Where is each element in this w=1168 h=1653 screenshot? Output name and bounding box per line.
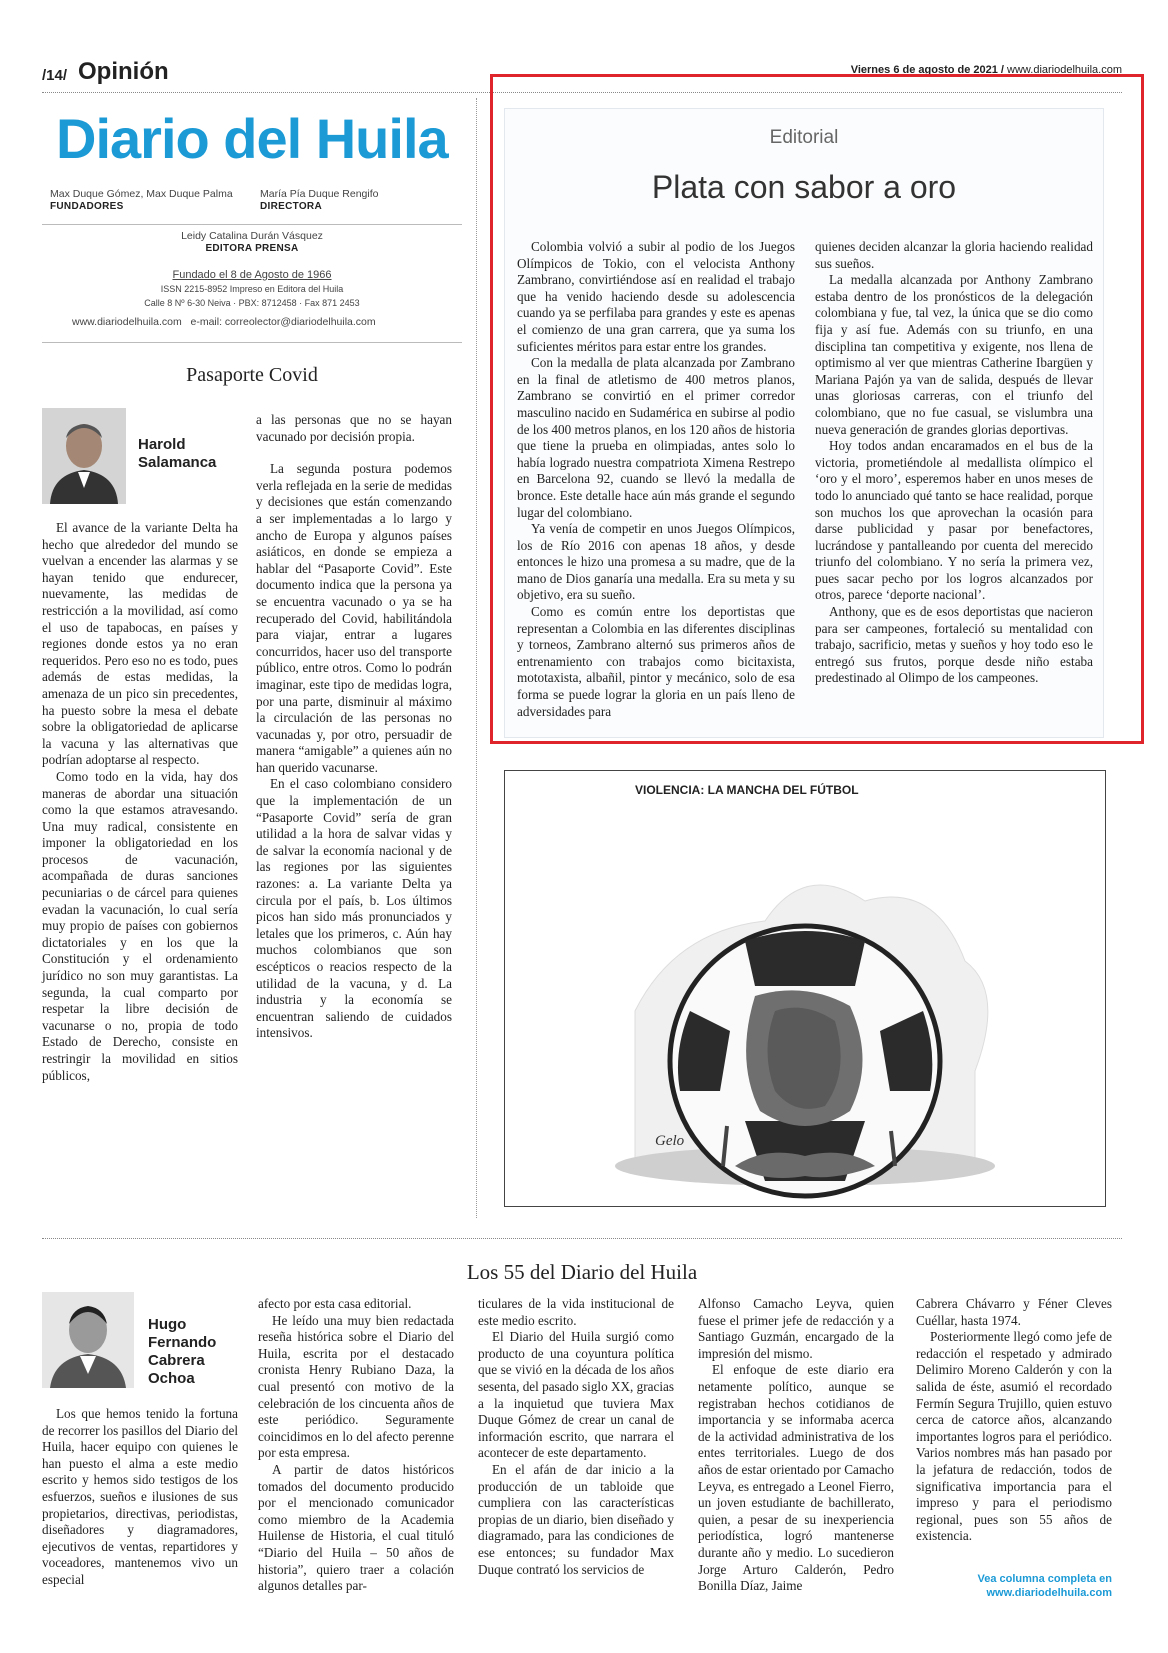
editor-block bbox=[42, 230, 462, 254]
cartoon-illustration bbox=[505, 771, 1105, 1206]
director-block bbox=[260, 188, 460, 212]
author-name-line: Cabrera bbox=[148, 1352, 205, 1369]
masthead-bottom-rule bbox=[42, 342, 462, 343]
paragraph: Los que hemos tenido la fortuna de recorrer los pasillos del Diario del Huila, hacer equipo con quienes le han puesto el alma a este medio escrito y hemos sido testigos de los esfuerzos, sueños e ilusiones de sus propietarios, directivas, periodistas, diseñadores y diagramadores, ejecutivos de ventas, repartidores y voceadores, mantenemos vivo un especial bbox=[42, 1406, 238, 1587]
column2-text-2 bbox=[258, 1296, 454, 1595]
paragraph: La medalla alcanzada por Anthony Zambrano estaba dentro de los pronósticos de la delegación colombiana y fue, tal vez, la única que se dio como fija y así fue. Además con su triunfo, en una disciplina tan competitiva y exigente, nos llena de optimismo al ver que mientras Catherine Ibargüen y Mariana Pajón ya van de salida, después de llevar unas gloriosas carreras, con el triunfo del colombiano, que no fue casual, se vislumbra una nueva generación de grandes glorias deportivas. bbox=[815, 272, 1093, 437]
column2-text-1 bbox=[42, 1406, 238, 1589]
founders-label: FUNDADORES bbox=[50, 201, 124, 212]
paragraph: En el caso colombiano considero que la implementación de un “Pasaporte Covid” sería de gran utilidad a la hora de salvar vidas y de salvar la economía nacional y de las regiones por las siguientes razones: a. La variante Delta ya circula por el país, b. Los últimos picos han sido más pronunciados y letales que los primeros, c. Aún hay muchos colombianos que son escépticos o reacios respecto de la utilidad de la vacuna, y d. La industria y la economía se encuentran saliendo de cuidados intensivos. bbox=[256, 776, 452, 1041]
issn-line: ISSN 2215-8952 Impreso en Editora del Huila bbox=[160, 284, 344, 294]
paragraph: ticulares de la vida institucional de este medio escrito. bbox=[478, 1296, 674, 1328]
author-name-line: Ochoa bbox=[148, 1370, 195, 1387]
masthead-divider bbox=[42, 224, 462, 225]
author-portrait-icon bbox=[42, 408, 126, 504]
vertical-divider bbox=[476, 98, 477, 1218]
paragraph: La segunda postura podemos verla reflejada en la serie de medidas y decisiones que están comenzando a ser implementadas a lo largo y ancho de Europa y algunos países asiáticos, en donde se empieza a hablar del “Pasaporte Covid”. Este documento indica que la persona ya se encuentra vacunado o ya se ha recuperado del Covid, habilitándola para viajar, entrar a lugares concurridos, hacer uso del transporte público, entre otros. Como lo podrán imaginar, este tipo de medidas logra, por una parte, disminuir al máximo la circulación de las personas no vacunadas y, por otro, persuadir de manera “amigable” a quienes aún no han querido vacunarse. bbox=[256, 461, 452, 775]
paragraph: En el afán de dar inicio a la producción de un tabloide que cumpliera con las características propias de un diario, bien diseñado y diagramado, para las condiciones de ese entonces; su fundador Max Duque contrató los servicios de bbox=[478, 1461, 674, 1577]
section-name: Opinión bbox=[78, 58, 169, 85]
author-name-line: Fernando bbox=[148, 1334, 217, 1351]
column1-text-left bbox=[42, 520, 238, 1084]
paragraph: Ya venía de competir en unos Juegos Olímpicos, los de Río 2016 con apenas 18 años, y desde entonces le hizo una promesa a su madre, que de la mano de Dios ganaría una medalla. Era su meta y su objetivo, era su sueño. bbox=[517, 521, 795, 603]
paragraph: Alfonso Camacho Leyva, quien fuese el primer jefe de redacción y a Santiago Guzmán, encargado de la impresión del mismo. bbox=[698, 1296, 894, 1361]
cartoon-caption: VIOLENCIA: LA MANCHA DEL FÚTBOL bbox=[635, 783, 859, 797]
page-number: /14/ bbox=[42, 67, 68, 84]
contact-line bbox=[72, 316, 462, 328]
editorial-headline: Plata con sabor a oro bbox=[651, 169, 957, 205]
read-more-link[interactable]: www.diariodelhuila.com bbox=[986, 1587, 1112, 1599]
paragraph: Con la medalla de plata alcanzada por Zambrano en la final de atletismo de 400 metros planos, Zambrano se convirtió en el primer corredor masculino nacido en Sudamérica en subirse al podio de los 400 metros planos, en los 120 años de historia que tiene la prueba en olimpiadas, antes solo lo había logrado nuestra compatriota Ximena Restrepo en Barcelona 92, cuando se llevó la medalla de bronce. Este detalle hace aún más grande el segundo lugar del colombiano. bbox=[517, 355, 795, 520]
paragraph: Cabrera Chávarro y Féner Cleves Cuéllar, hasta 1974. bbox=[916, 1296, 1112, 1328]
editor-label: EDITORA PRENSA bbox=[205, 243, 299, 254]
column1-text-right bbox=[256, 412, 452, 1042]
author-first-name: Harold bbox=[138, 436, 186, 453]
author-last-name: Salamanca bbox=[138, 454, 217, 471]
column2-text-5 bbox=[916, 1296, 1112, 1545]
paragraph: Colombia volvió a subir al podio de los Juegos Olímpicos de Tokio, con el velocista Anthony Zambrano, convirtiéndose así en realidad el trabajo que ha venido haciendo desde su adolescencia cuando ya se perfilaba para grandes y este es apenas el comienzo de una gran carrera, que ya suma los suficientes méritos para estar entre los grandes. bbox=[517, 239, 795, 354]
founders-names: Max Duque Gómez, Max Duque Palma bbox=[50, 188, 233, 200]
masthead-email[interactable]: e-mail: correolector@diariodelhuila.com bbox=[190, 316, 376, 328]
director-name: María Pía Duque Rengifo bbox=[260, 188, 379, 200]
paragraph: Hoy todos andan encaramados en el bus de la victoria, prometiéndole al medallista olímpico el ‘oro y el moro’, esperemos haber en unos meses de todo lo anunciado qué tanto se hace realidad, porque son muchos los que aprovechan la ocasión para darse publicidad y pasar por benefactores, lucrándose y pantalleando por cuenta del merecido triunfo del colombiano. Y no sería la primera vez, pues sacar pecho por los logros alcanzados por otros, parece ‘deporte nacional’. bbox=[815, 438, 1093, 603]
bottom-section-divider bbox=[42, 1238, 1122, 1239]
cartoonist-signature: Gelo bbox=[655, 1133, 685, 1149]
publication-info bbox=[42, 268, 462, 310]
paragraph: Posteriormente llegó como jefe de redacción el respetado y admirado Delimiro Moreno Calderón y con la salida de éste, asumió el recordado Fermín Segura Trujillo, quien estuvo cerca de catorce años, alcanzando importantes logros para el periódico. Varios nombres más han pasado por la jefatura de redacción, todos de significativa importancia para el impreso y para el periodismo regional, pues son 55 años de existencia. bbox=[916, 1329, 1112, 1544]
column-title: Pasaporte Covid bbox=[186, 364, 318, 386]
founders-block bbox=[50, 188, 250, 212]
author-name-line: Hugo bbox=[148, 1316, 187, 1333]
paragraph: A partir de datos históricos tomados del documento producido por el mencionado comunicador como miembro de la Academia Huilense de Historia, el cual tituló “Diario del Huila – 50 años de historia”, quiero traer a colación algunos detalles par- bbox=[258, 1461, 454, 1594]
author-name bbox=[148, 1316, 216, 1388]
column-title: Los 55 del Diario del Huila bbox=[466, 1260, 698, 1284]
author-photo bbox=[42, 1292, 134, 1388]
paragraph: a las personas que no se hayan vacunado por decisión propia. bbox=[256, 412, 452, 444]
masthead-web[interactable]: www.diariodelhuila.com bbox=[72, 316, 182, 328]
paragraph: He leído una muy bien redactada reseña histórica sobre el Diario del Huila, escrita por el destacado cronista Henry Rubiano Daza, la cual presentó con motivo de la celebración de los cincuenta años de este periódico. Seguramente coincidimos en lo del afecto perenne por esta empresa. bbox=[258, 1312, 454, 1461]
founded-date: Fundado el 8 de Agosto de 1966 bbox=[172, 269, 332, 281]
paragraph: El avance de la variante Delta ha hecho que alrededor del mundo se vuelvan a encender las alarmas y se hayan tenido que endurecer, nuevamente, las medidas de restricción a la movilidad, así como el uso de tapabocas, en países y regiones donde estos ya no eran requeridos. Pero eso no es todo, pues además de estas medidas, la amenaza de un pico sin precedentes, ha puesto sobre la mesa el debate sobre la obligatoriedad de aplicarse la vacuna y las alternativas que podrían adoptarse al respecto. bbox=[42, 520, 238, 768]
read-more-text: Vea columna completa en bbox=[977, 1573, 1112, 1585]
paragraph: quienes deciden alcanzar la gloria haciendo realidad sus sueños. bbox=[815, 239, 1093, 271]
address-line: Calle 8 Nº 6-30 Neiva · PBX: 8712458 · Fax 871 2453 bbox=[144, 298, 360, 308]
column2-text-3 bbox=[478, 1296, 674, 1578]
site-url[interactable]: www.diariodelhuila.com bbox=[1007, 64, 1122, 76]
author-photo bbox=[42, 408, 126, 504]
paragraph: El enfoque de este diario era netamente político, aunque se registraban hechos cotidianos de importancia y se informaba acerca de la actividad administrativa de los entes territoriales. Luego de dos años de estar orientado por Camacho Leyva, es entregado a Leonel Fierro, un joven estudiante de bachillerato, quien, a pesar de su inexperiencia periodística, logró mantenerse durante año y medio. Lo sucedieron Jorge Arturo Calderón, Pedro Bonilla Díaz, Jaime bbox=[698, 1362, 894, 1594]
date-text: Viernes 6 de agosto de 2021 / bbox=[850, 64, 1008, 76]
highlight-box bbox=[490, 74, 1144, 744]
cartoon-frame bbox=[504, 770, 1106, 1207]
column2-text-4 bbox=[698, 1296, 894, 1595]
paragraph: Anthony, que es de esos deportistas que nacieron para ser campeones, fortaleció su mentalidad con trabajo, sacrificio, metas y sueños y hoy todo eso le entregó sus frutos, porque desde niño estaba predestinado al Olimpo de los campeones. bbox=[815, 604, 1093, 686]
author-name bbox=[138, 436, 216, 472]
author-portrait-icon bbox=[42, 1292, 134, 1388]
paragraph: afecto por esta casa editorial. bbox=[258, 1296, 412, 1311]
director-label: DIRECTORA bbox=[260, 201, 322, 212]
paragraph: Como es común entre los deportistas que representan a Colombia en las diferentes disciplinas y torneos, Zambrano alternó sus primeros años de entrenamiento con trabajos como bicitaxista, mototaxista, albañil, pintor y mecánico, solo de esa forma se puede lograr la gloria en un país lleno de adversidades para bbox=[517, 604, 795, 719]
masthead-logo: Diario del Huila bbox=[56, 107, 448, 170]
masthead bbox=[42, 108, 462, 348]
paragraph: Como todo en la vida, hay dos maneras de abordar una situación como la que estamos atravesando. Una muy radical, consistente en imponer la obligatoriedad en los procesos de vacunación, acompañada de duras sanciones pecuniarias o de cárcel para quienes evadan la vacunación, lo cual sería muy propio de países con gobiernos dictatoriales y en los que la Constitución y el ordenamiento jurídico no son muy garantistas. La segunda, la cual comparto por respetar la libre decisión de vacunarse o no, propia de todo Estado de Derecho, consiste en restringir la movilidad en sitios públicos, bbox=[42, 768, 238, 1083]
read-more[interactable] bbox=[916, 1572, 1112, 1600]
paragraph: El Diario del Huila surgió como producto de una coyuntura política que se vivió en la década de los años sesenta, del pasado siglo XX, gracias a la inquietud que tuviera Max Duque Gómez de crear un canal de información escrito, que narrara el acontecer de este departamento. bbox=[478, 1329, 674, 1461]
editor-name: Leidy Catalina Durán Vásquez bbox=[181, 230, 323, 242]
editorial-kicker: Editorial bbox=[769, 127, 839, 148]
